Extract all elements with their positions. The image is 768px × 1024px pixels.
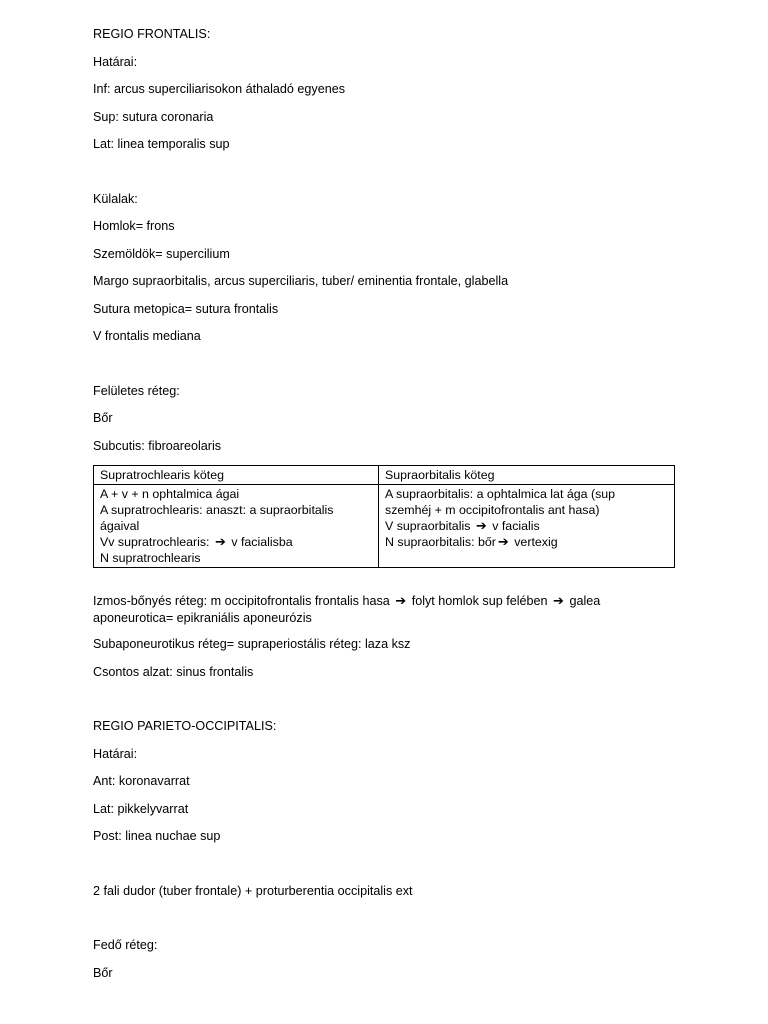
supraorbitalis-cell — [379, 485, 675, 568]
table-header-row — [94, 466, 675, 485]
szemoldok-line: Szemöldök= supercilium — [93, 246, 230, 261]
cell-text: v facialis — [492, 519, 540, 533]
izmos-text: folyt homlok sup felében — [411, 594, 548, 608]
cell-text: v facialisba — [231, 535, 293, 549]
cell-text: N supraorbitalis: bőr — [385, 535, 496, 549]
regio-parieto-title: REGIO PARIETO-OCCIPITALIS: — [93, 719, 277, 733]
bor-line: Bőr — [93, 411, 113, 425]
cell-line — [385, 534, 668, 550]
cell-line: ágaival — [100, 519, 140, 533]
spacer — [93, 911, 683, 938]
cell-text: V supraorbitalis — [385, 519, 471, 533]
vfrontalis-line: V frontalis mediana — [93, 329, 201, 343]
izmos-paragraph — [93, 592, 683, 627]
cell-line: A supratrochlearis: anaszt: a supraorbitalis — [100, 503, 334, 517]
cell-line: N supratrochlearis — [100, 551, 201, 565]
margo-line: Margo supraorbitalis, arcus superciliaris, tuber/ eminentia frontale, glabella — [93, 274, 509, 288]
arrow-right-icon: ➔ — [475, 518, 487, 533]
izmos-text: aponeurotica= epikraniális aponeurózis — [93, 611, 312, 625]
regio-frontalis-title: REGIO FRONTALIS: — [93, 27, 211, 41]
arrow-right-icon: ➔ — [497, 534, 509, 549]
fedo-heading: Fedő réteg: — [93, 938, 158, 952]
arrow-right-icon: ➔ — [395, 593, 407, 608]
csontos-line: Csontos alzat: sinus frontalis — [93, 664, 254, 679]
spacer — [93, 857, 683, 884]
lat-boundary: Lat: linea temporalis sup — [93, 137, 230, 151]
ant-boundary: Ant: koronavarrat — [93, 774, 190, 788]
metopica-line: Sutura metopica= sutura frontalis — [93, 301, 279, 316]
spacer — [93, 165, 683, 192]
table-row — [94, 485, 675, 568]
hatarai-heading: Határai: — [93, 746, 138, 761]
koteg-table — [93, 465, 675, 568]
spacer — [93, 692, 683, 719]
izmos-text: galea — [569, 594, 601, 608]
cell-line — [100, 534, 372, 550]
cell-text: Vv supratrochlearis: — [100, 535, 210, 549]
hatarai-heading: Határai: — [93, 54, 138, 69]
dudor-line: 2 fali dudor (tuber frontale) + proturberentia occipitalis ext — [93, 883, 413, 898]
post-boundary: Post: linea nuchae sup — [93, 829, 221, 843]
bor-line: Bőr — [93, 965, 113, 980]
sup-boundary: Sup: sutura coronaria — [93, 109, 214, 124]
cell-line: A supraorbitalis: a ophtalmica lat ága (sup — [385, 487, 616, 501]
lat-boundary: Lat: pikkelyvarrat — [93, 801, 189, 816]
subcutis-line: Subcutis: fibroareolaris — [93, 438, 222, 453]
cell-line: A + v + n ophtalmica ágai — [100, 487, 240, 501]
cell-line — [385, 518, 668, 534]
cell-text: vertexig — [514, 535, 558, 549]
izmos-text: Izmos-bőnyés réteg: m occipitofrontalis frontalis hasa — [93, 594, 390, 608]
spacer — [93, 357, 683, 384]
header-supratrochlearis: Supratrochlearis köteg — [94, 466, 379, 485]
document-page — [93, 27, 683, 993]
feluletes-heading: Felületes réteg: — [93, 383, 180, 398]
inf-boundary: Inf: arcus superciliarisokon áthaladó egyenes — [93, 82, 346, 96]
supratrochlearis-cell — [94, 485, 379, 568]
cell-line: szemhéj + m occipitofrontalis ant hasa) — [385, 503, 600, 517]
kulalak-heading: Külalak: — [93, 191, 138, 206]
homlok-line: Homlok= frons — [93, 219, 175, 233]
subaponeurotikus-line: Subaponeurotikus réteg= supraperiostális réteg: laza ksz — [93, 637, 411, 651]
arrow-right-icon: ➔ — [214, 534, 226, 549]
header-supraorbitalis: Supraorbitalis köteg — [379, 466, 675, 485]
arrow-right-icon: ➔ — [553, 593, 564, 608]
